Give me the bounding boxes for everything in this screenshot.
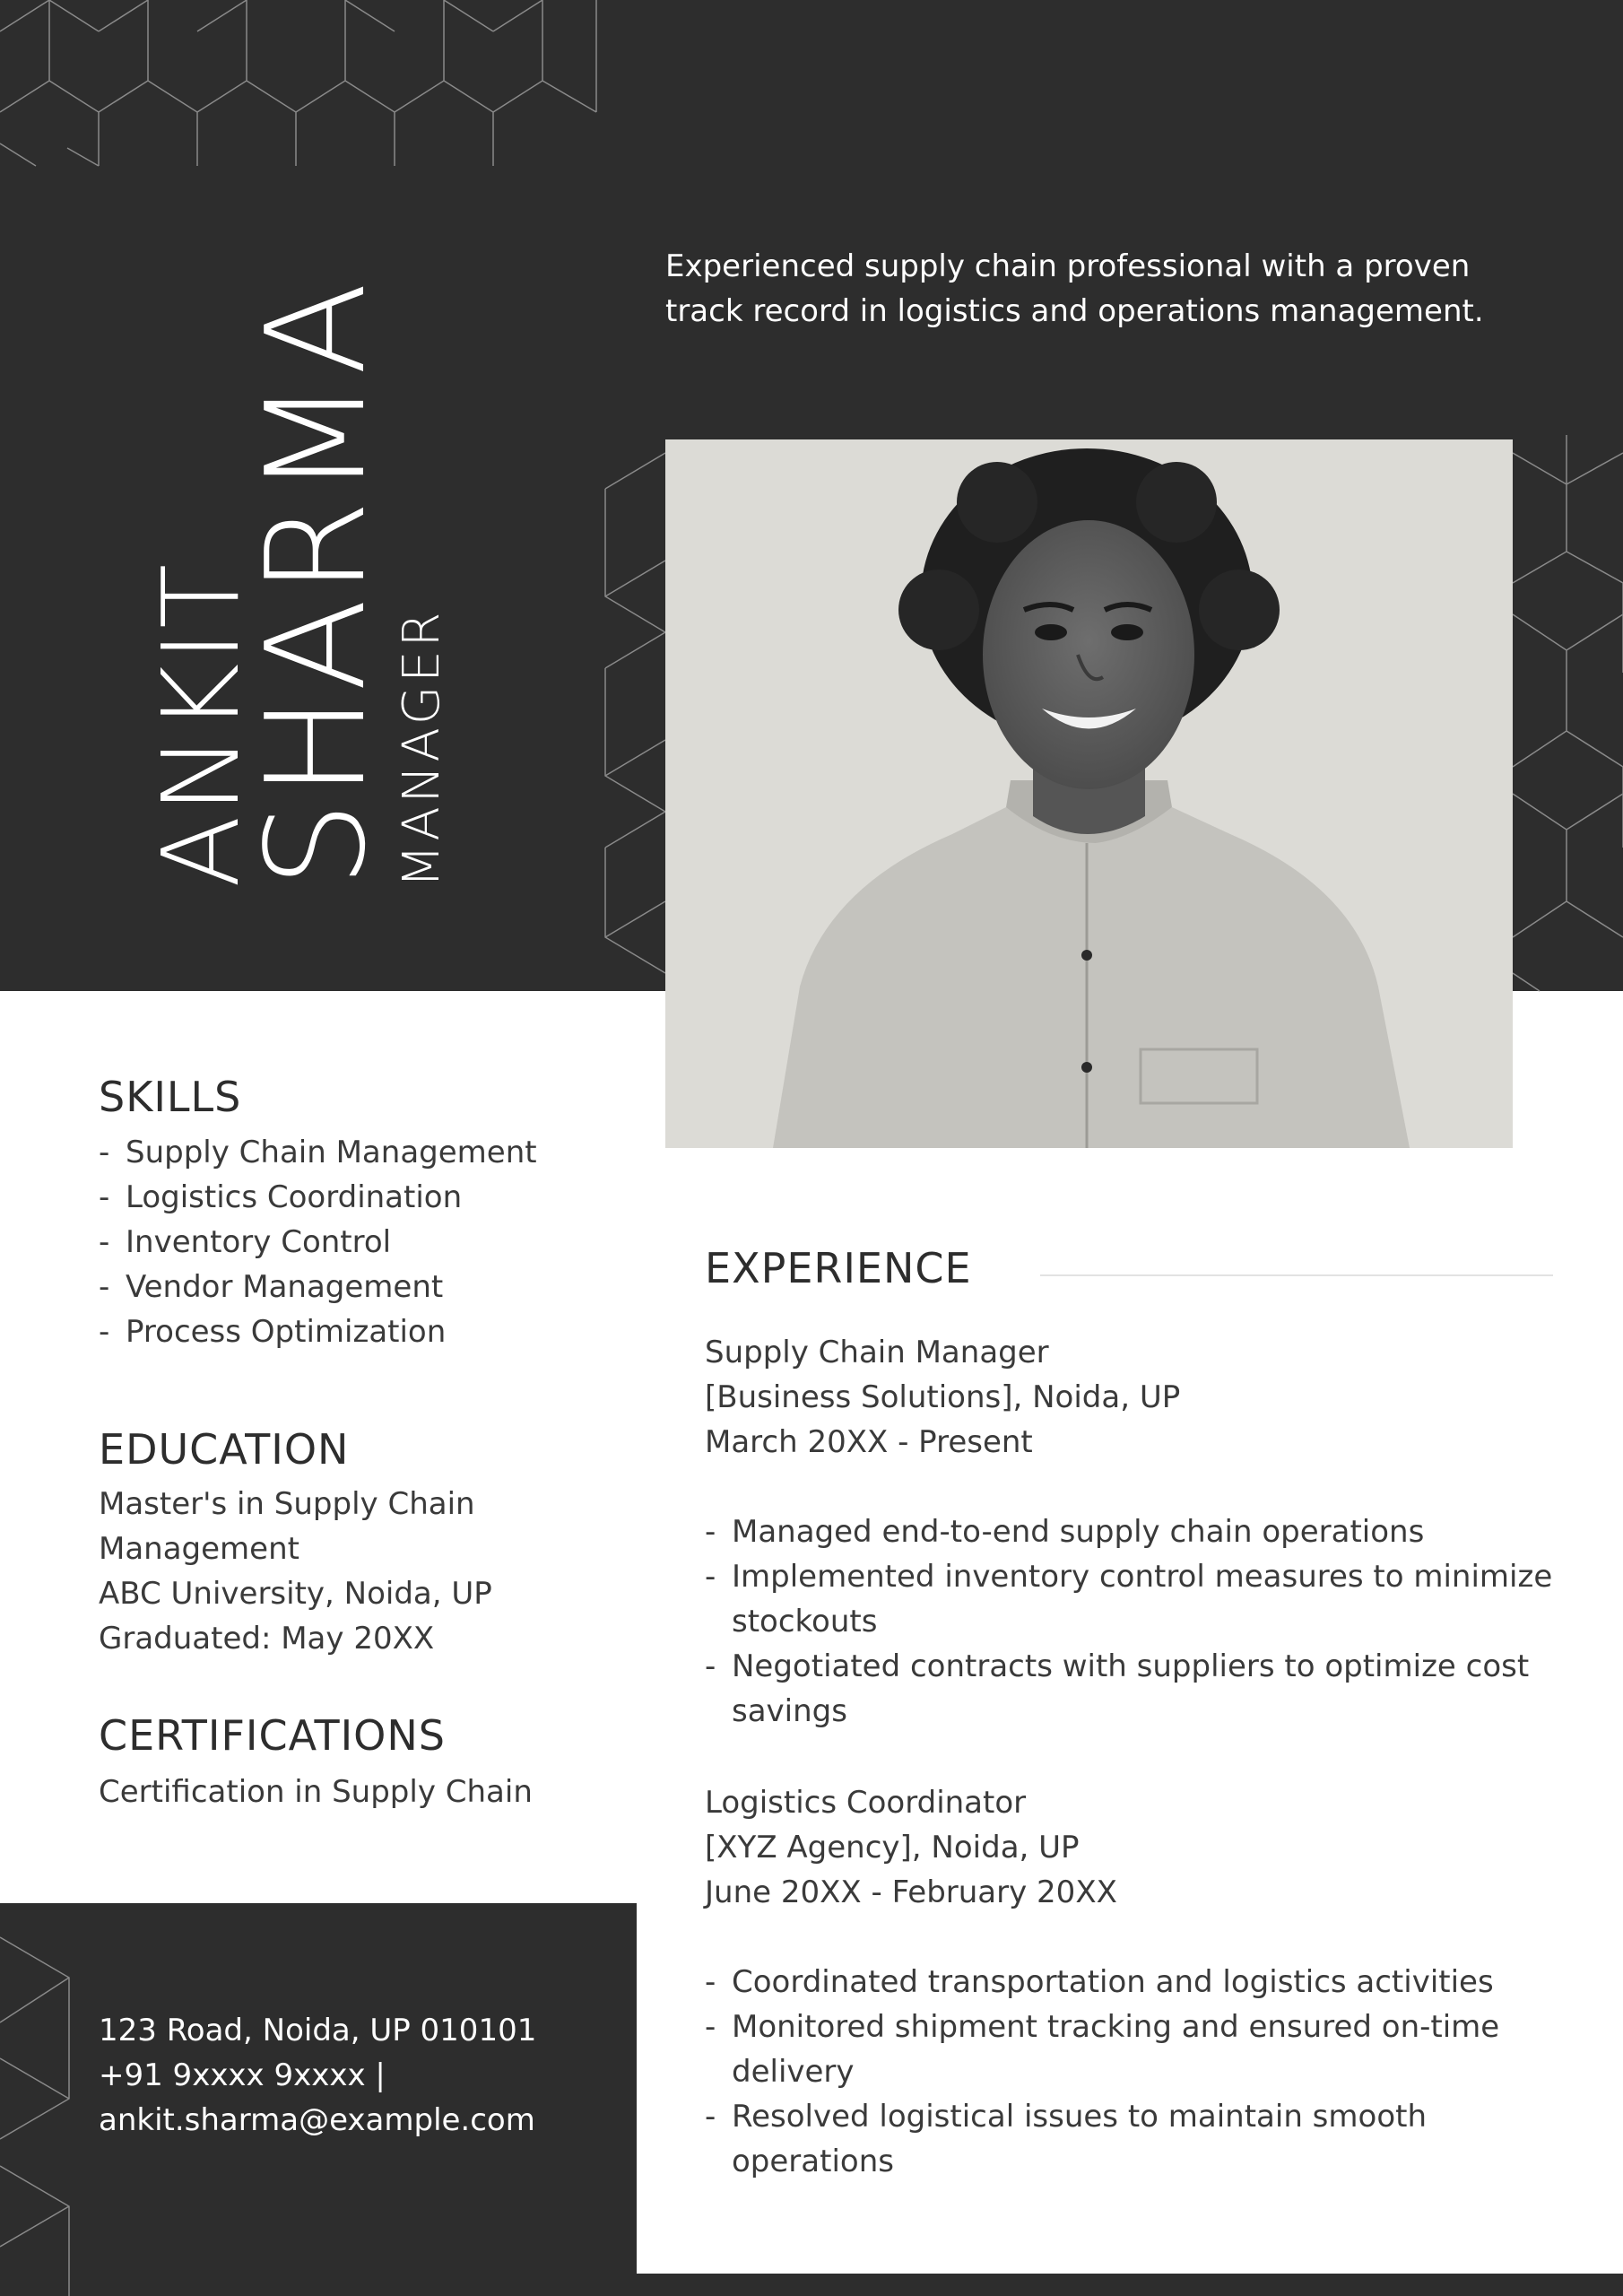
job-entry xyxy=(705,1330,1566,1734)
footer-strip xyxy=(637,2274,1623,2296)
education-heading: EDUCATION xyxy=(99,1425,350,1474)
list-item: - Logistics Coordination xyxy=(99,1179,463,1215)
portrait-illustration xyxy=(665,439,1513,1148)
job-bullets xyxy=(705,1509,1566,1734)
list-item: - Process Optimization xyxy=(99,1314,447,1350)
list-item: - Managed end-to-end supply chain operations xyxy=(705,1514,1425,1550)
profile-photo xyxy=(665,439,1513,1148)
job-dates: March 20XX - Present xyxy=(705,1424,1033,1460)
list-item: - Negotiated contracts with suppliers to optimize cost savings xyxy=(705,1648,1530,1729)
list-item: - Monitored shipment tracking and ensured on-time delivery xyxy=(705,2009,1500,2090)
job-title: Supply Chain Manager xyxy=(705,1335,1049,1370)
job-entry xyxy=(705,1780,1566,2184)
list-item: - Coordinated transportation and logistics activities xyxy=(705,1964,1494,2000)
list-item: - Resolved logistical issues to maintain smooth operations xyxy=(705,2099,1427,2179)
contact-info xyxy=(99,2008,619,2143)
job-dates: June 20XX - February 20XX xyxy=(705,1874,1117,1910)
email[interactable]: ankit.sharma@example.com xyxy=(99,2102,535,2138)
list-item: - Implemented inventory control measures to minimize stockouts xyxy=(705,1559,1553,1639)
job-bullets xyxy=(705,1960,1566,2184)
last-name: SHARMA xyxy=(237,278,395,888)
skills-heading: SKILLS xyxy=(99,1073,242,1121)
list-item: - Supply Chain Management xyxy=(99,1135,537,1170)
first-name: ANKIT xyxy=(139,561,263,888)
profile-summary: Experienced supply chain professional with a proven track record in logistics and operations management. xyxy=(665,248,1484,329)
education-details xyxy=(99,1482,619,1661)
degree-line-2: Management xyxy=(99,1531,299,1567)
job-title: Logistics Coordinator xyxy=(705,1785,1027,1821)
hexagon-pattern-bottom xyxy=(0,1937,72,2296)
job-company: [Business Solutions], Noida, UP xyxy=(705,1379,1181,1415)
certification-item: Certification in Supply Chain xyxy=(99,1774,533,1810)
degree-line-1: Master's in Supply Chain xyxy=(99,1486,475,1522)
job-role: MANAGER xyxy=(393,608,451,888)
hexagon-pattern-top xyxy=(0,0,601,166)
name-heading xyxy=(139,278,451,889)
address: 123 Road, Noida, UP 010101 xyxy=(99,2013,537,2048)
phone: +91 9xxxx 9xxxx | xyxy=(99,2057,386,2093)
skills-list xyxy=(99,1130,619,1354)
certifications-heading: CERTIFICATIONS xyxy=(99,1711,446,1760)
job-company: [XYZ Agency], Noida, UP xyxy=(705,1830,1080,1866)
experience-divider xyxy=(1040,1274,1553,1276)
hexagon-pattern-right xyxy=(1513,435,1623,991)
hexagon-pattern-left xyxy=(605,435,668,991)
list-item: - Inventory Control xyxy=(99,1224,392,1260)
graduation-date: Graduated: May 20XX xyxy=(99,1621,435,1657)
list-item: - Vendor Management xyxy=(99,1269,444,1305)
university: ABC University, Noida, UP xyxy=(99,1576,492,1612)
experience-heading: EXPERIENCE xyxy=(705,1244,972,1292)
